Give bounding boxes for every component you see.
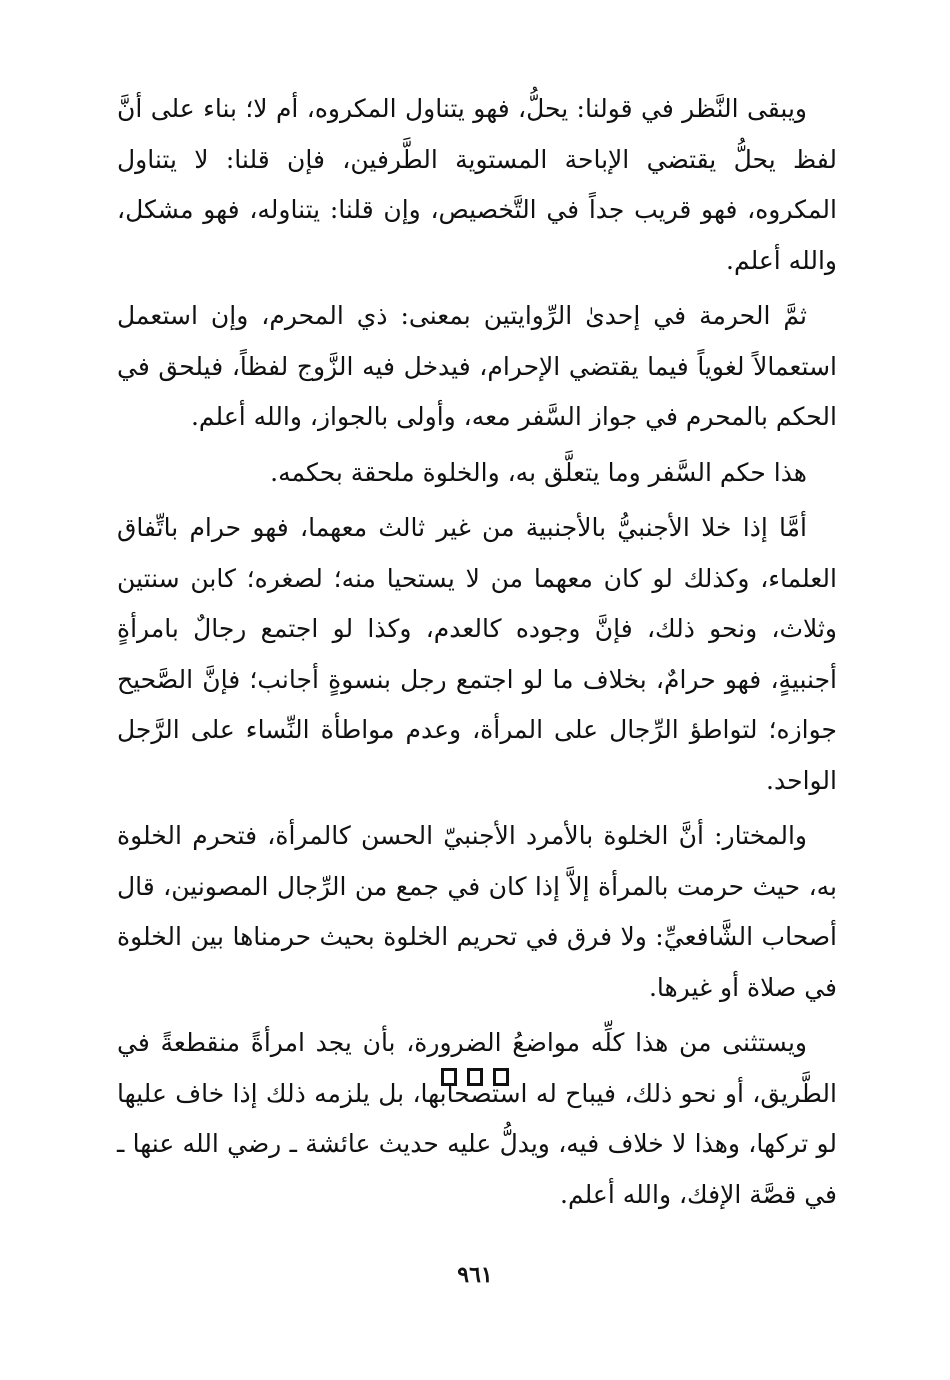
page-number: ٩٦١ bbox=[457, 1262, 493, 1288]
square-ornament-icon bbox=[441, 1068, 457, 1086]
paragraph: ثمَّ الحرمة في إحدىٰ الرِّوايتين بمعنى: ذي المحرم، وإن استعمل استعمالاً لغوياً فيما يقتضي الإحرام، فيدخل فيه الزَّوج لفظاً، فيلحق في الحكم بالمحرم في جواز السَّفر معه، وأولى بالجواز، والله أعلم. bbox=[117, 301, 837, 431]
square-ornament-icon bbox=[493, 1068, 509, 1086]
paragraph: أمَّا إذا خلا الأجنبيُّ بالأجنبية من غير ثالث معهما، فهو حرام باتِّفاق العلماء، وكذلك لو كان معهما من لا يستحيا منه؛ لصغره؛ كابن سنتين وثلاث، ونحو ذلك، فإنَّ وجوده كالعدم، وكذا لو اجتمع رجالٌ بامرأةٍ أجنبيةٍ، فهو حرامٌ، بخلاف ما لو اجتمع رجل بنسوةٍ أجانب؛ فإنَّ الصَّحيح جوازه؛ لتواطؤ الرِّجال على المرأة، وعدم مواطأة النِّساء على الرَّجل الواحد. bbox=[117, 513, 837, 795]
main-text bbox=[117, 84, 837, 1225]
square-ornament-icon bbox=[467, 1068, 483, 1086]
paragraph: ويستثنى من هذا كلِّه مواضعُ الضرورة، بأن يجد امرأةً منقطعةً في الطَّريق، أو نحو ذلك، فيباح له استصحابها، بل يلزمه ذلك إذا خاف عليها لو تركها، وهذا لا خلاف فيه، ويدلُّ عليه حديث عائشة ـ رضي الله عنها ـ في قصَّة الإفك، والله أعلم. bbox=[117, 1028, 837, 1209]
paragraph: ويبقى النَّظر في قولنا: يحلُّ، فهو يتناول المكروه، أم لا؛ بناء على أنَّ لفظ يحلُّ يقتضي الإباحة المستوية الطَّرفين، فإن قلنا: لا يتناول المكروه، فهو قريب جداً في التَّخصيص، وإن قلنا: يتناوله، فهو مشكل، والله أعلم. bbox=[117, 94, 837, 275]
paragraph: هذا حكم السَّفر وما يتعلَّق به، والخلوة ملحقة بحكمه. bbox=[270, 457, 807, 487]
section-separator bbox=[0, 1068, 950, 1086]
paragraph: والمختار: أنَّ الخلوة بالأمرد الأجنبيّ الحسن كالمرأة، فتحرم الخلوة به، حيث حرمت بالمرأة إلاَّ إذا كان في جمع من الرِّجال المصونين، قال أصحاب الشَّافعيِّ: ولا فرق في تحريم الخلوة بحيث حرمناها بين الخلوة في صلاة أو غيرها. bbox=[117, 821, 837, 1002]
